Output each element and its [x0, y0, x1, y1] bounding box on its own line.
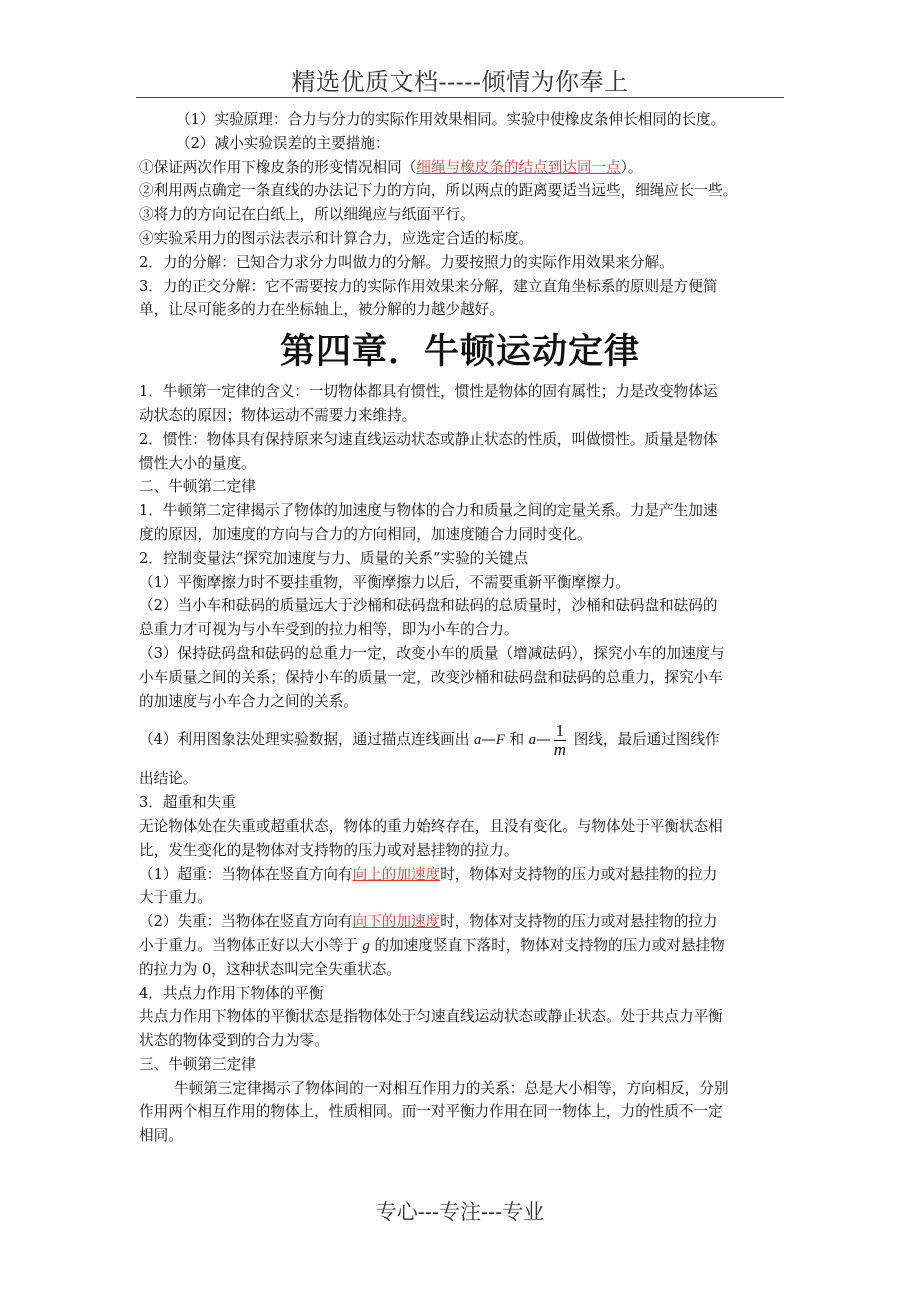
text-line [139, 156, 781, 180]
text-line [139, 910, 781, 934]
text-line: 度的原因，加速度的方向与合力的方向相同，加速度随合力同时变化。 [139, 525, 592, 543]
text-span: （4）利用图象法处理实验数据，通过描点连线画出 [139, 731, 474, 749]
text-line: 动状态的原因；物体运动不需要力来维持。 [139, 406, 417, 424]
text-line: （2）当小车和砝码的质量远大于沙桶和砝码盘和砝码的总质量时，沙桶和砝码盘和砝码的 [139, 597, 718, 615]
text-line: 作用两个相互作用的物体上，性质相同。而一对平衡力作用在同一物体上，力的性质不一定 [139, 1103, 723, 1121]
text-span: 图线，最后通过图线作 [569, 731, 720, 749]
math-var: a [474, 732, 482, 749]
document-body [139, 108, 781, 1148]
fraction-denominator: m [553, 739, 566, 759]
text-span: ①保证两次作用下橡皮条的形变情况相同（ [139, 158, 417, 176]
text-span: 时，物体对支持物的压力或对悬挂物的拉力 [440, 913, 718, 931]
highlighted-text: 向下的加速度 [352, 913, 441, 931]
text-line: （3）保持砝码盘和砝码的总重力一定，改变小车的质量（增减砝码），探究小车的加速度与 [139, 644, 725, 662]
chapter-title: 第四章．牛顿运动定律 [279, 332, 640, 373]
math-dash: — [481, 731, 496, 749]
text-line: 1．牛顿第二定律揭示了物体的加速度与物体的合力和质量之间的定量关系。力是产生加速 [139, 502, 718, 520]
math-dash: — [535, 731, 551, 749]
text-line: 2．惯性：物体具有保持原来匀速直线运动状态或静止状态的性质，叫做惯性。质量是物体 [139, 430, 718, 448]
text-line: （1）实验原理：合力与分力的实际作用效果相同。实验中使橡皮条伸长相同的长度。 [176, 111, 726, 128]
fraction [554, 722, 567, 759]
math-var: a [528, 732, 536, 749]
text-span: 小于重力。当物体正好以大小等于 [139, 936, 363, 954]
text-span: 的加速度竖直下落时，物体对支持物的压力或对悬挂物 [369, 936, 725, 954]
text-line: （1）平衡摩擦力时不要挂重物，平衡摩擦力以后，不需要重新平衡摩擦力。 [139, 573, 630, 591]
text-span: 时，物体对支持物的压力或对悬挂物的拉力 [440, 865, 718, 883]
section-heading: 三、牛顿第三定律 [139, 1055, 256, 1073]
fraction-numerator: 1 [555, 720, 565, 740]
text-line: ②利用两点确定一条直线的办法记下力的方向，所以两点的距离要适当远些，细绳应长一些。 [139, 182, 738, 200]
text-line: 1．牛顿第一定律的含义：一切物体都具有惯性，惯性是物体的固有属性；力是改变物体运 [139, 383, 718, 401]
text-line: ③将力的方向记在白纸上，所以细绳应与纸面平行。 [139, 206, 475, 224]
text-line: 3．力的正交分解：它不需要按力的实际作用效果来分解，建立直角坐标系的原则是方便简 [139, 277, 718, 295]
text-span: ）。 [620, 158, 643, 176]
formula-line [139, 713, 781, 767]
text-line: 的拉力为 0，这种状态叫完全失重状态。 [139, 960, 402, 978]
section-heading: 3．超重和失重 [139, 794, 236, 812]
text-line: 相同。 [139, 1127, 183, 1145]
text-line: 比，发生变化的是物体对支持物的压力或对悬挂物的拉力。 [139, 841, 519, 859]
highlighted-text: 向上的加速度 [352, 865, 441, 883]
text-line: 无论物体处在失重或超重状态，物体的重力始终存在，且没有变化。与物体处于平衡状态相 [139, 817, 723, 835]
text-line: 牛顿第三定律揭示了物体间的一对相互作用力的关系：总是大小相等，方向相反，分别 [174, 1079, 729, 1097]
text-line: 大于重力。 [139, 889, 212, 907]
math-var: g [362, 937, 370, 954]
text-line: ④实验采用力的图示法表示和计算合力，应选定合适的标度。 [139, 229, 534, 247]
text-line: 2．力的分解：已知合力求分力叫做力的分解。力要按照力的实际作用效果来分解。 [139, 253, 674, 271]
page-header: 精选优质文档-----倾情为你奉上 [291, 68, 629, 96]
text-line: （2）减小实验误差的主要措施： [176, 134, 390, 152]
text-line: 小车质量之间的关系；保持小车的质量一定，改变沙桶和砝码盘和砝码的总重力，探究小车 [139, 668, 723, 686]
text-line: 的加速度与小车合力之间的关系。 [139, 692, 358, 710]
text-line [139, 863, 781, 887]
text-line: 出结论。 [139, 770, 198, 788]
text-line: 2．控制变量法“探究加速度与力、质量的关系”实验的关键点 [139, 549, 529, 567]
highlighted-text: 细绳与橡皮条的结点到达同一点 [416, 158, 621, 176]
text-span: 和 [504, 731, 529, 749]
section-heading: 二、牛顿第二定律 [139, 478, 256, 496]
text-line: 共点力作用下物体的平衡状态是指物体处于匀速直线运动状态或静止状态。处于共点力平衡 [139, 1008, 723, 1026]
text-line: 状态的物体受到的合力为零。 [139, 1032, 329, 1050]
math-var: F [495, 732, 505, 749]
text-span: （2）失重：当物体在竖直方向有 [139, 913, 353, 931]
text-line [139, 934, 781, 958]
text-line: 惯性大小的量度。 [139, 454, 256, 472]
text-span: （1）超重：当物体在竖直方向有 [139, 865, 353, 883]
text-line: 总重力才可视为与小车受到的拉力相等，即为小车的合力。 [139, 621, 519, 639]
header-divider [136, 97, 784, 98]
text-line: 单，让尽可能多的力在坐标轴上，被分解的力越少越好。 [139, 301, 504, 319]
section-heading: 4．共点力作用下物体的平衡 [139, 984, 324, 1002]
page-footer: 专心---专注---专业 [375, 1200, 545, 1224]
